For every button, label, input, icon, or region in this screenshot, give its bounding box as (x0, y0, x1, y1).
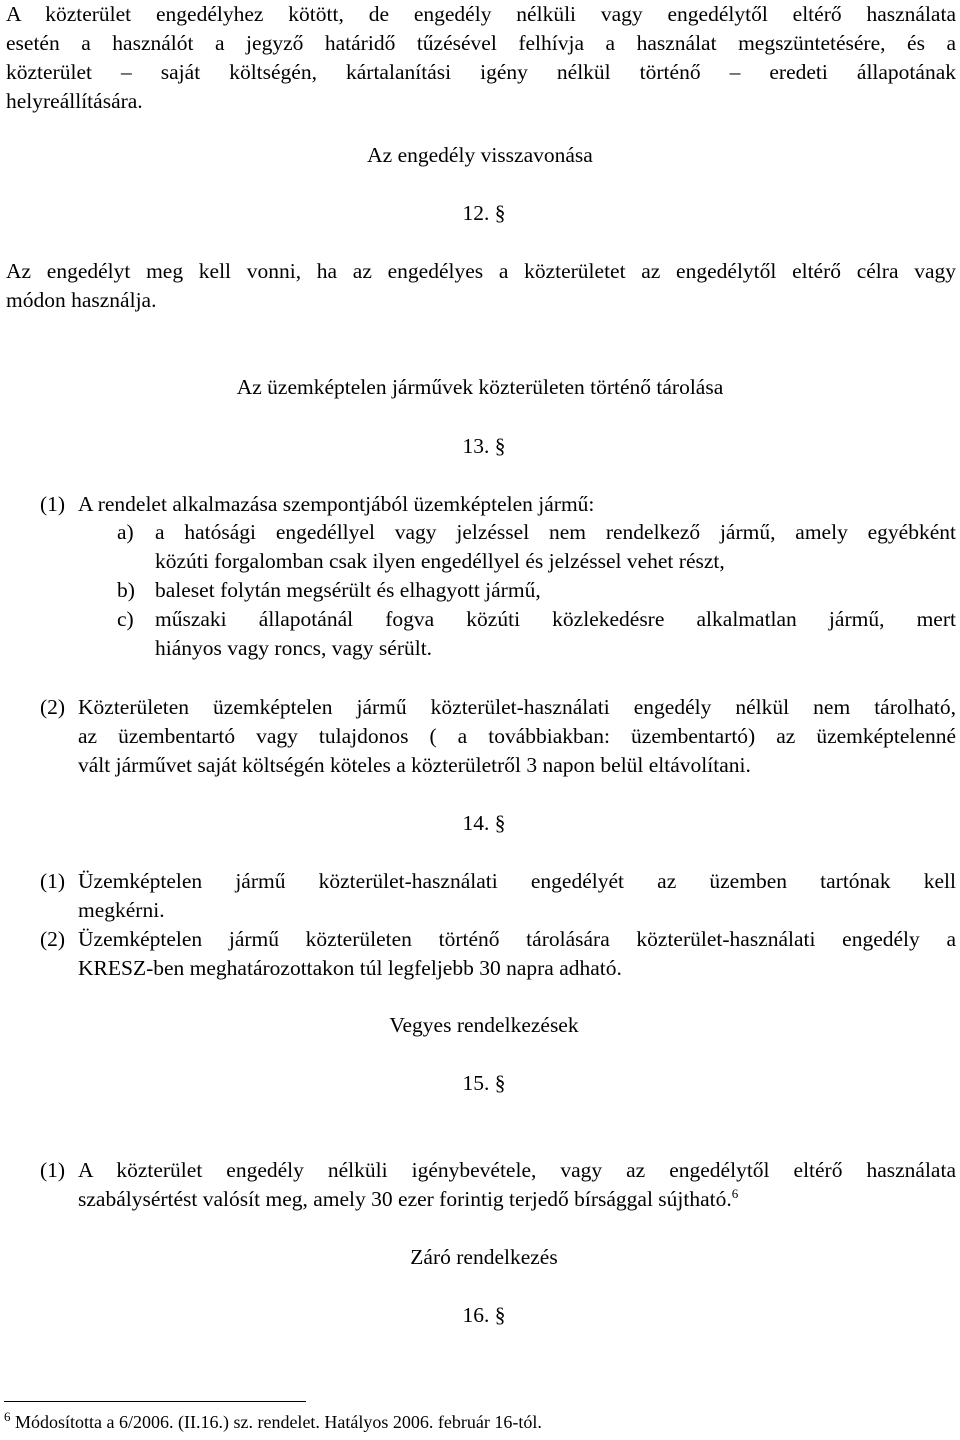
item-a-label: a) (117, 520, 134, 544)
footnote-divider (4, 1401, 306, 1402)
section-16-number: 16. § (462, 1303, 506, 1327)
footnote-mark: 6 (4, 1409, 11, 1424)
section-15-para-1-line-1: A közterület engedély nélküli igénybevétele, vagy az engedélytől eltérő használata (78, 1158, 956, 1182)
section-13-para-2-line-1: Közterületen üzemképtelen jármű közterület-használati engedély nélkül nem tárolható, (78, 695, 956, 719)
section-15-para-1-line-2 (78, 1185, 738, 1215)
section-13-para-1-text: A rendelet alkalmazása szempontjából üzemképtelen jármű: (78, 492, 595, 516)
section-15-heading: Vegyes rendelkezések (389, 1013, 579, 1037)
section-13-para-2-line-3: vált járművet saját költségén köteles a közterületről 3 napon belül eltávolítani. (78, 753, 751, 777)
section-12-heading: Az engedély visszavonása (367, 143, 593, 167)
section-14-number: 14. § (462, 811, 506, 835)
section-14-para-2-label: (2) (40, 927, 66, 951)
intro-line-4: helyreállítására. (6, 89, 143, 113)
section-14-para-2-line-1: Üzemképtelen jármű közterületen történő tárolására közterület-használati engedély a (78, 927, 956, 951)
item-a-line-2: közúti forgalomban csak ilyen engedéllyel és jelzéssel vehet részt, (155, 549, 725, 573)
item-c-line-2: hiányos vagy roncs, vagy sérült. (155, 636, 433, 660)
section-12-line-1: Az engedélyt meg kell vonni, ha az engedélyes a közterületet az engedélytől eltérő célra vagy (6, 259, 956, 283)
item-c-label: c) (117, 607, 134, 631)
section-14-para-1-line-2: megkérni. (78, 898, 165, 922)
section-13-heading: Az üzemképtelen járművek közterületen történő tárolása (236, 375, 724, 399)
section-13-number: 13. § (462, 434, 506, 458)
section-14-para-1-line-1: Üzemképtelen jármű közterület-használati engedélyét az üzemben tartónak kell (78, 869, 956, 893)
item-a-line-1: a hatósági engedéllyel vagy jelzéssel nem rendelkező jármű, amely egyébként (155, 520, 956, 544)
section-13-para-2-line-2: az üzembentartó vagy tulajdonos ( a továbbiakban: üzembentartó) az üzemképtelenné (78, 724, 956, 748)
footnote-reference[interactable]: 6 (731, 1185, 739, 1201)
section-15-para-1-label: (1) (40, 1158, 66, 1182)
intro-line-2: esetén a használót a jegyző határidő tűzésével felhívja a használat megszüntetésére, és a (6, 31, 956, 55)
item-c-line-1: műszaki állapotánál fogva közúti közlekedésre alkalmatlan jármű, mert (155, 607, 956, 631)
intro-line-1: A közterület engedélyhez kötött, de engedély nélküli vagy engedélytől eltérő használata (6, 2, 956, 26)
section-15-number: 15. § (462, 1071, 506, 1095)
section-13-para-1-label: (1) (40, 492, 66, 516)
intro-line-3: közterület – saját költségén, kártalanítási igény nélkül történő – eredeti állapotának (6, 60, 956, 84)
section-15-para-1-line-2-text: szabálysértést valósít meg, amely 30 ezer forintig terjedő bírsággal sújtható. (78, 1187, 732, 1211)
footnote (4, 1411, 542, 1433)
item-b-line-1: baleset folytán megsérült és elhagyott jármű, (155, 578, 541, 602)
section-14-para-2-line-2: KRESZ-ben meghatározottakon túl legfeljebb 30 napra adható. (78, 956, 622, 980)
item-b-label: b) (117, 578, 135, 602)
section-12-line-2: módon használja. (6, 288, 157, 312)
section-16-heading: Záró rendelkezés (410, 1245, 558, 1269)
section-13-para-2-label: (2) (40, 695, 66, 719)
footnote-text: Módosította a 6/2006. (II.16.) sz. rendelet. Hatályos 2006. február 16-tól. (10, 1412, 542, 1432)
section-12-number: 12. § (462, 201, 506, 225)
section-14-para-1-label: (1) (40, 869, 66, 893)
